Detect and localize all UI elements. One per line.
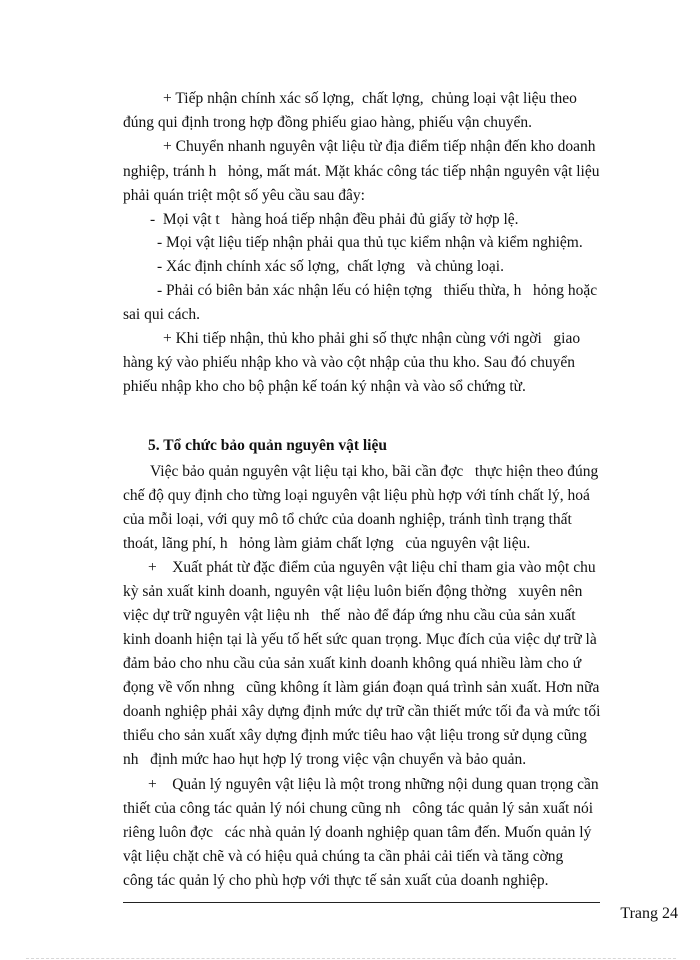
paragraph-line: + Khi tiếp nhận, thủ kho phải ghi số thực nhận cùng với ngời giao (163, 330, 581, 347)
list-item: sai qui cách. (123, 306, 201, 323)
section-heading: 5. Tổ chức bảo quản nguyên vật liệu (148, 437, 387, 454)
paragraph-line: kinh doanh hiện tại là yếu tố hết sức quan trọng. Mục đích của việc dự trữ là (123, 631, 597, 648)
paragraph-line: đọng về vốn nhng cũng không ít làm gián đoạn quá trình sản xuất. Hơn nữa (123, 679, 600, 696)
paragraph-line: thiểu cho sản xuất xây dựng định mức tiêu hao vật liệu trong sử dụng cũng (123, 727, 587, 744)
paragraph-line: đảm bảo cho nhu cầu của sản xuất kinh doanh không quá nhiều làm cho ứ (123, 655, 582, 672)
paragraph-line: hàng ký vào phiếu nhập kho và vào cột nhập của thu kho. Sau đó chuyển (123, 354, 575, 371)
paragraph-line: + Tiếp nhận chính xác số lợng, chất lợng, chủng loại vật liệu theo (163, 90, 577, 107)
footer-divider (123, 902, 600, 903)
paragraph-line: nh định mức hao hụt hợp lý trong việc vận chuyển và bảo quản. (123, 751, 527, 768)
paragraph-line: nghiệp, tránh h hỏng, mất mát. Mặt khác công tác tiếp nhận nguyên vật liệu (123, 163, 600, 180)
list-item: - Mọi vật t hàng hoá tiếp nhận đều phải đủ giấy tờ hợp lệ. (150, 211, 519, 228)
paragraph-line: phải quán triệt một số yêu cầu sau đây: (123, 187, 365, 204)
paragraph-line: kỳ sản xuất kinh doanh, nguyên vật liệu luôn biến động thờng xuyên nên (123, 583, 583, 600)
paragraph-line: + Chuyển nhanh nguyên vật liệu từ địa điểm tiếp nhận đến kho doanh (163, 138, 596, 155)
paragraph-line: phiếu nhập kho cho bộ phận kế toán ký nhận và vào sổ chứng từ. (123, 378, 526, 395)
paragraph-line: riêng luôn đợc các nhà quản lý doanh nghiệp quan tâm đến. Muốn quản lý (123, 824, 592, 841)
paragraph-line: thiết của công tác quản lý nói chung cũng nh công tác quản lý sản xuất nói (123, 800, 594, 817)
paragraph-line: công tác quản lý cho phù hợp với thực tế sản xuất của doanh nghiệp. (123, 872, 549, 889)
paragraph-line: vật liệu chặt chẽ và có hiệu quả chúng ta cần phải cải tiến và tăng cờng (123, 848, 564, 865)
page-number: Trang 24 (620, 905, 678, 922)
list-item: - Mọi vật liệu tiếp nhận phải qua thủ tục kiểm nhận và kiểm nghiệm. (157, 234, 583, 251)
page-bottom-border (26, 958, 676, 959)
paragraph-line: chế độ quy định cho từng loại nguyên vật liệu phù hợp với tính chất lý, hoá (123, 487, 590, 504)
paragraph-line: thoát, lãng phí, h hỏng làm giảm chất lợng của nguyên vật liệu. (123, 535, 531, 552)
paragraph-line: của mỗi loại, với quy mô tổ chức của doanh nghiệp, tránh tình trạng thất (123, 511, 572, 528)
list-item: - Xác định chính xác số lợng, chất lợng và chủng loại. (157, 258, 504, 275)
paragraph-line: doanh nghiệp phải xây dựng định mức dự trữ cần thiết mức tối đa và mức tối (123, 703, 601, 720)
paragraph-line: việc dự trữ nguyên vật liệu nh thế nào để đáp ứng nhu cầu của sản xuất (123, 607, 576, 624)
list-item: - Phải có biên bản xác nhận lếu có hiện tợng thiếu thừa, h hỏng hoặc (157, 282, 598, 299)
paragraph-line: đúng qui định trong hợp đồng phiếu giao hàng, phiếu vận chuyển. (123, 114, 532, 131)
paragraph-line: + Quản lý nguyên vật liệu là một trong những nội dung quan trọng cần (148, 776, 599, 793)
paragraph-line: Việc bảo quản nguyên vật liệu tại kho, bãi cần đợc thực hiện theo đúng (150, 463, 599, 480)
paragraph-line: + Xuất phát từ đặc điểm của nguyên vật liệu chỉ tham gia vào một chu (148, 559, 596, 576)
